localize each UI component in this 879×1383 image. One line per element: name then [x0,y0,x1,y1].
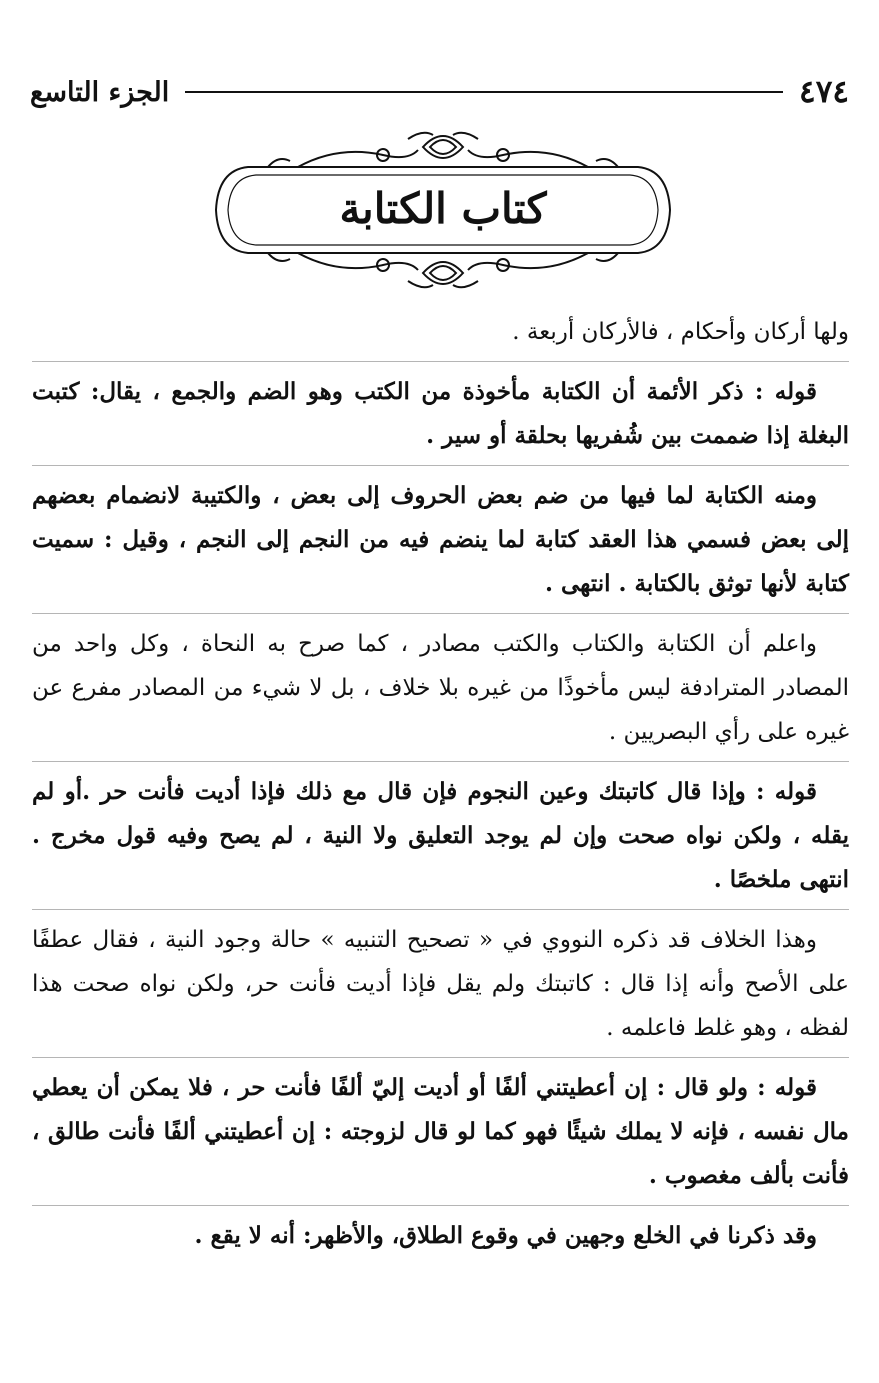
page-body [32,310,849,1258]
paragraph: وهذا الخلاف قد ذكره النووي في « تصحيح التنبيه » حالة وجود النية ، فقال عطفًا على الأصح وأنه إذا قال : كاتبتك ولم يقل فإذا أديت فأنت حر، ولكن نواه صحت هذا لفظه ، وهو غلط فاعلمه . [32,927,849,1041]
paragraph: وقد ذكرنا في الخلع وجهين في وقوع الطلاق، والأظهر: أنه لا يقع . [194,1222,817,1249]
paragraph-separator [32,761,849,762]
paragraph-separator [32,1057,849,1058]
paragraph: قوله : وإذا قال كاتبتك وعين النجوم فإن قال مع ذلك فإذا أديت فأنت حر .أو لم يقله ، ولكن نواه صحت وإن لم يوجد التعليق ولا النية ، لم يصح وفيه قول مخرج . انتهى ملخصًا . [32,778,849,893]
paragraph-separator [32,1205,849,1206]
page-header [30,72,849,112]
paragraph: قوله : ذكر الأئمة أن الكتابة مأخوذة من الكتب وهو الضم والجمع ، يقال: كتبت البغلة إذا ضممت بين شُفريها بحلقة أو سير . [32,378,849,449]
page-number: ٤٧٤ [799,74,849,110]
header-rule [185,91,783,93]
paragraph: قوله : ولو قال : إن أعطيتني ألفًا أو أديت إليّ ألفًا فأنت حر ، فلا يمكن أن يعطي مال نفسه ، فإنه لا يملك شيئًا فهو كما لو قال لزوجته : إن أعطيتني ألفًا فأنت طالق ، فأنت بألف مغصوب . [32,1074,849,1189]
paragraph-separator [32,909,849,910]
paragraph: ولها أركان وأحكام ، فالأركان أربعة . [512,319,849,345]
chapter-title: كتاب الكتابة [339,184,547,233]
paragraph: ومنه الكتابة لما فيها من ضم بعض الحروف إلى بعض ، والكتيبة لانضمام بعضهم إلى بعض فسمي هذا العقد كتابة لما ينضم فيه من النجم إلى النجم ، وقيل : سميت كتابة لأنها توثق بالكتابة . انتهى . [32,482,849,597]
running-title: الجزء التاسع [30,76,170,108]
paragraph-separator [32,465,849,466]
paragraph-separator [32,613,849,614]
paragraph-separator [32,361,849,362]
paragraph: واعلم أن الكتابة والكتاب والكتب مصادر ، كما صرح به النحاة ، وكل واحد من المصادر المترادفة ليس مأخوذًا من غيره بلا خلاف ، بل لا شيء من المصادر مفرع عن غيره على رأي البصريين . [32,631,849,745]
chapter-title-frame [208,125,678,295]
